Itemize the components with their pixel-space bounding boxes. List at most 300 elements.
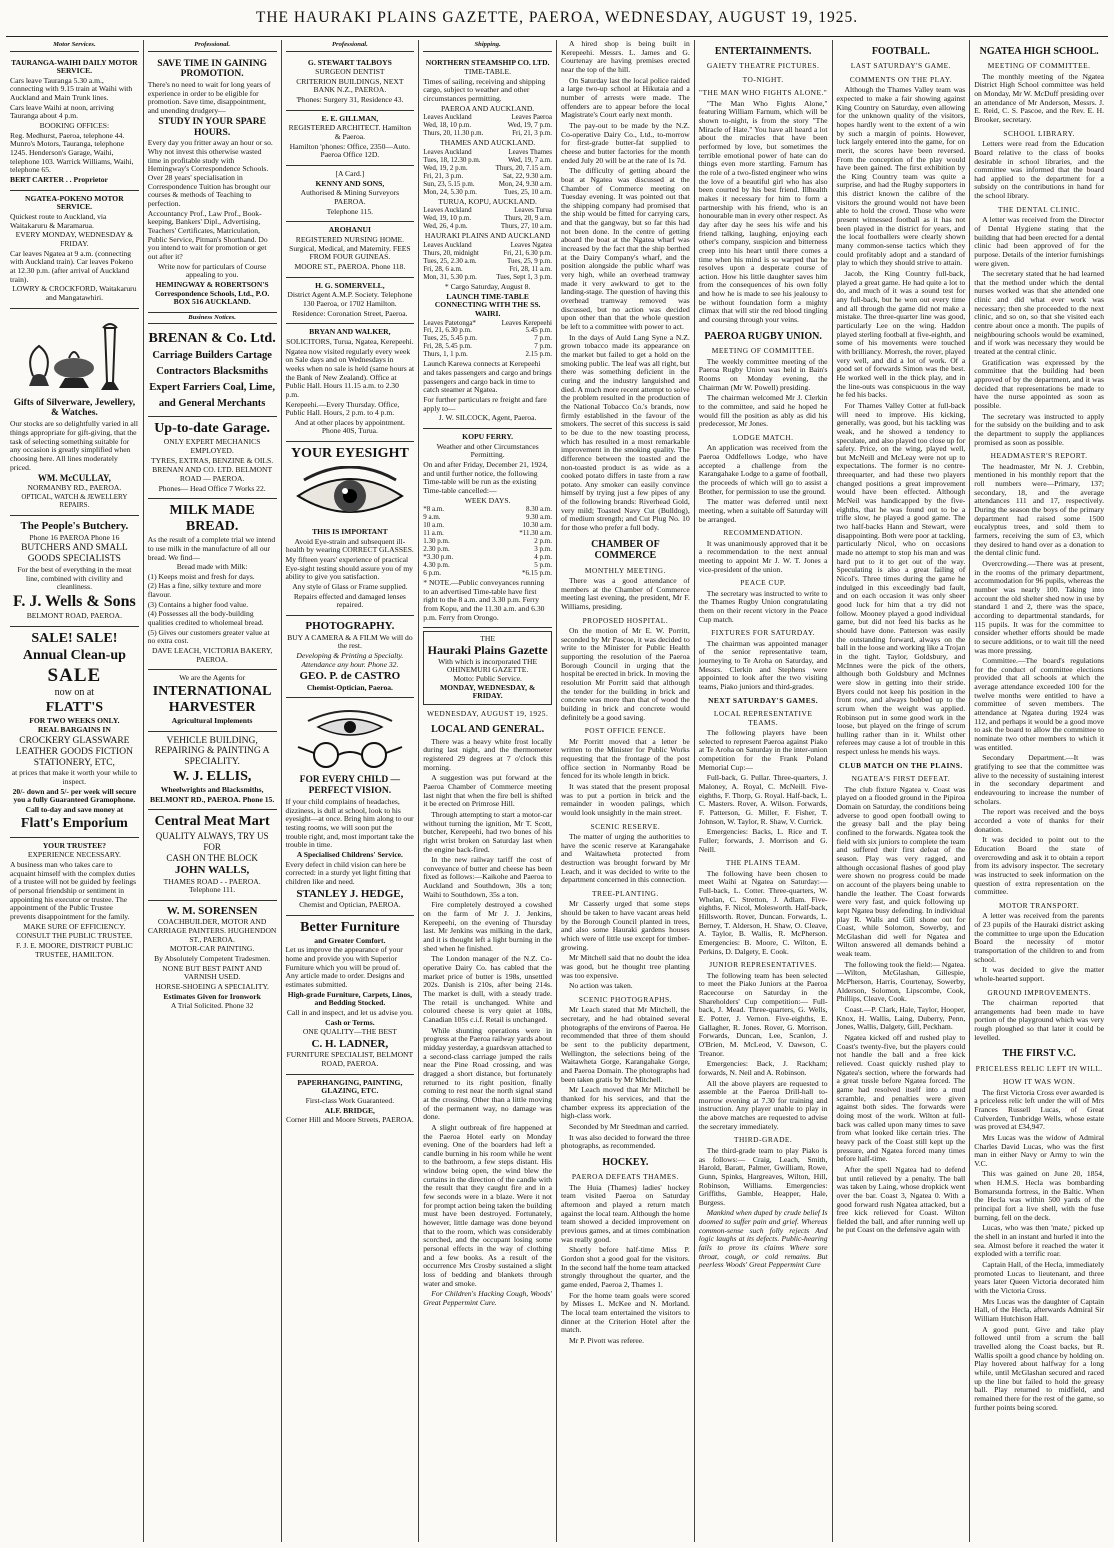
paragraph: The first Victoria Cross ever awarded is a priceless relic left under the will of Mrs Frances Russell Lucas, of Great Culverden, Tunbridge Wells, whose estate was proved at £34,947. [974, 1087, 1104, 1132]
paragraph: Mrs Lucas was the daughter of Captain Hall, of the Hecla, afterwards Admiral Sir William Hutchison Hall. [974, 1296, 1104, 1323]
timetable-turua-kopu [423, 207, 552, 231]
timetable-cell: Fri, 21, 3 p.m. [512, 129, 552, 138]
paragraph: It was decided to point out to the Education Board the state of overcrowding and ask it to obtain a report from its advisory inspector. The secretary was instructed to seek information on the question of extra representation on the committee. [974, 835, 1104, 897]
paragraph: Mr Leach stated that Mr Mitchell, the secretary, and he had obtained several photographs of the environs of Paeroa. He recommended that three of them should be sent to the publicity department, Wellington, the selections being of the Waitawheta Gorge, Karangahake Gorge, and Paeroa Domain. The photographs had been taken gratis by Mr Mitchell. [561, 1005, 690, 1084]
timetable-cell: Thurs, 20, 9 a.m. [504, 214, 552, 223]
section-subheading: MOTOR TRANSPORT. [999, 900, 1080, 910]
timetable-cell: 2.15 p.m. [525, 350, 552, 359]
ad-text: By Absolutely Competent Tradesmen. [154, 954, 271, 964]
ad-title: KOPU FERRY. [462, 431, 514, 441]
ad-text: REAL BARGAINS IN [37, 725, 111, 735]
ad-text: * NOTE.—Public conveyances running to an advertised Time-table have first right to the 8 a.m. and 3.30 p.m. Ferry from Kopu, and the 11.30 a.m. and 6.30 p.m. Ferry from Orongo. [423, 577, 545, 622]
timetable-cell: Wed, 19, 7 p.m. [507, 121, 552, 130]
ad-text: THIS IS IMPORTANT [312, 527, 388, 537]
ad-text: BRENAN AND CO. LTD. BELMONT ROAD — PAEROA. [152, 465, 273, 483]
timetable-cell: Fri, 21, 6.30 p.m. [503, 249, 552, 258]
ad-text: Hamilton 'phones: Office, 2350—Auto. Paeroa Office 12D. [289, 141, 411, 160]
timetable-cell: Leaves Auckland [423, 241, 472, 250]
ad-title: C. H. LADNER, [311, 1037, 389, 1050]
ad-text: A business man who takes care to acquaint himself with the complex duties of a trustee will not be guided by feelings of personal friendship or sentiment in appointing his executor or trustee. The appointment of the Public Trustee prevents disappointment for the family. [10, 859, 137, 921]
ad-text: Weather and other Circumstances Permitting. [436, 441, 539, 460]
paragraph: Seconded by Mr Steedman and carried. [569, 1121, 689, 1131]
issue-date: WEDNESDAY, AUGUST 19, 1925. [426, 708, 549, 718]
column-1 [6, 40, 144, 1542]
section-subheading: HEADMASTER'S REPORT. [990, 451, 1088, 461]
paragraph: It was unanimously approved that it be a recommendation to the next annual meeting to appoint Mr J. W. T. Jones a vice-president of the union. [698, 538, 828, 574]
ad-text: MAKE SURE OF EFFICIENCY. [23, 921, 126, 931]
ad-text: Estimates Given for Ironwork [163, 991, 261, 1001]
timetable-cell: 7 p.m. [534, 334, 552, 343]
ad-text: SOLICITORS, Turua, Ngatea, Kerepeehi. [286, 336, 414, 346]
timetable-cell: Sun, 23, 5.15 p.m. [423, 179, 475, 188]
timetable-cell: Tues, 25, 10 a.m. [503, 187, 552, 196]
timetable-cell: Fri, 28, 11 a.m. [509, 264, 552, 273]
ad-text: HEMINGWAY & ROBERTSON'S Correspondence Schools, Ltd., P.O. BOX 516 AUCKLAND. [154, 279, 270, 307]
article-first-vc [974, 1089, 1104, 1413]
masthead-rule [6, 36, 1108, 37]
ad-talboys-dentist [286, 55, 415, 111]
timetable-cell: 5.45 p.m. [525, 326, 552, 335]
timetable-row [423, 130, 552, 138]
column-4 [419, 40, 557, 1542]
ad-text: NONE BUT BEST PAINT AND VARNISH USED. [162, 963, 262, 982]
timetable-cell: Leaves Thames [508, 148, 552, 157]
ad-text: BUTCHERS AND SMALL GOODS SPECIALISTS [21, 543, 128, 565]
ad-text: REGISTERED ARCHITECT. Hamilton & Paeroa. [288, 123, 412, 142]
ad-text: Cars leave Tauranga 5.30 a.m., connecting with 9.15 train at Waihi with Auckland and Main Trunk lines. [10, 75, 133, 103]
ad-text: FOR TWO WEEKS ONLY. [29, 715, 120, 725]
ad-title: TAURANGA-WAIHI DAILY MOTOR SERVICE. [11, 57, 138, 76]
section-subheading: FIXTURES FOR SATURDAY. [711, 628, 816, 638]
article-heading-rugby-union: PAEROA RUGBY UNION. [704, 330, 822, 342]
ad-text: at prices that make it worth your while to inspect. [11, 768, 137, 787]
paragraph: The headmaster, Mr N. J. Crebbin, mentioned in his monthly report that the roll numbers were—Primary, 137; secondary, 18, and the average attendances 111 and 17, respectively. During the season the boys of the primary department had raised some 1500 eucalyptus trees, and sold them to farmers, receiving the sum of £3, which they desired to hand over as a donation to the dental clinic fund. [974, 461, 1104, 558]
timetable-cell: Fri, 28, 5.45 p.m. [423, 342, 472, 351]
article-subheading: GAIETY THEATRE PICTURES. [706, 61, 820, 71]
article-local-general [423, 738, 552, 1308]
section-subheading: POST OFFICE FENCE. [584, 726, 667, 736]
article-subheading: MONTHLY MEETING. [584, 565, 666, 575]
ad-title: AROHANUI [328, 225, 371, 235]
ad-text: Write now for particulars of Course appealing to you. [157, 261, 267, 280]
paragraph: The secretary was instructed to write to the Thames Rugby Union congratulating them on their recent victory in the Peace Cup match. [698, 588, 828, 624]
paragraph: On Saturday last the local police raided a large two-up school at Hikutaia and a number of arrests were made. The offenders are to appear before the local Magistrate's Court early next month. [561, 75, 690, 120]
timetable-cell: Fri, 21, 6.30 p.m. [423, 326, 472, 335]
ad-kopu-ferry [423, 429, 552, 628]
article-heading-ngatea-high-school: NGATEA HIGH SCHOOL. [979, 46, 1099, 57]
ad-text: 'Phones: Surgery 31, Residence 43. [296, 95, 404, 105]
ad-title: NGATEA-POKENO MOTOR SERVICE. [25, 193, 124, 212]
timetable-paeroa-auckland [423, 114, 552, 138]
paragraph: The chairman reported that arrangements had been made to have portion of the playground which was very rough ploughed so that later it could be levelled. [974, 998, 1104, 1042]
ad-text: We are the Agents for [179, 673, 246, 683]
ad-text: (2) Has a fine, silky texture and more flavour. [147, 581, 262, 600]
paragraph: The following took the field:— Ngatea.—Wilton, McGlashan, Gillespie, McPherson, Harris, Courtenay, Sowerby, Alderson, Solomon, Lipscombe, Cook, Phillips, Cleave, Cook. [836, 959, 966, 1004]
article-heading-hockey: HOCKEY. [602, 1156, 649, 1168]
ad-title: NORTHERN STEAMSHIP CO. LTD. [425, 57, 550, 67]
paragraph: The monthly meeting of the Ngatea District High School committee was held on Monday, Mr W. McDuff presiding over an attendance of Mr Anderson, Messrs. J. E. Reid, C. S. Pascoe, and the Rev. E. H. Brooker, secretary. [974, 71, 1104, 125]
paragraph: Ngatea kicked off and rushed play to Coast's twenty-five, but the players could not handle the ball and a free kick relieved. Coast quickly rushed play to Ngatea's section, where the forwards had a great tussle before Ngatea forced. The game had resolved itself into a mud scramble, and penalties were given against both sides. The forwards were doing most of the work. Wilton at full-back was called upon many times to save from what looked like certain tries. The heavy pack of the Coast still kept up the pressure, and Ngatea forced many times before half-time. [836, 1033, 966, 1164]
ad-text: My fifteen years' experience of practical Eye-sight testing should assure you of my ability to give you satisfaction. [285, 555, 413, 582]
paragraph: Committee.—The board's regulations for the conduct of committee elections provided that all schools at which the average attendance exceeded 100 for the twelve months were entitled to have a committee of seven members. The attendance at Ngatea during 1924 was 112, and perhaps it would be a good move to ask the board to allow the committee to nominate two other members to which it was entitled. [974, 656, 1104, 752]
article-subheading: PAEROA DEFEATS THAMES. [571, 1172, 679, 1182]
ad-text: [A Card.] [335, 169, 365, 179]
ad-title: STUDY IN YOUR SPARE HOURS. [158, 116, 266, 138]
ad-text: NORMANBY RD., PAEROA. [27, 483, 122, 493]
column-8 [970, 40, 1108, 1542]
ad-brenan [148, 327, 277, 417]
ad-text: A Trial Solicited. Phone 32 [170, 1001, 254, 1011]
ad-text: Agricultural Implements [171, 715, 253, 725]
ad-text: SURGEON DENTIST [315, 67, 385, 77]
ad-title: JOHN WALLS, [174, 864, 250, 877]
timetable-cell: 10.30 a.m. [522, 521, 552, 530]
ad-text: Avoid Eye-strain and subsequent ill-health by wearing CORRECT GLASSES. [285, 536, 414, 555]
nameplate-title: Hauraki Plains Gazette [427, 642, 548, 657]
ad-text: LOWRY & CROCKFORD, Waitakaruru and Mangatawhiri. [12, 284, 137, 302]
paragraph: Emergencies: Backs, L. Rice and T. Fuller; forwards, J. Morrison and G. Neill. [698, 827, 828, 854]
ad-title: FOR EVERY CHILD —PERFECT VISION. [299, 775, 401, 797]
ad-text: Ngatea now visited regularly every week on Sale days and on Wednesdays in weeks when no sale is held (same hours at the Bank of New Zealand). Office at Public Hall. Hours 11.15 a.m. to 2.30 p.m. [285, 346, 415, 399]
article-heading-football: FOOTBALL. [871, 46, 930, 57]
paragraph: There was a heavy white frost locally during last night, and the thermometer registered 29 degrees at 7 o'clock this morning. [423, 736, 552, 772]
route-heading: HAURAKI PLAINS AND AUCKLAND [424, 231, 551, 241]
ad-text: Accountancy Prof., Law Prof., Book-keeping, Bankers' Dipl., Advertising, Teachers' Certificates, Matriculation, Public Service, Pitman's Shorthand. Do you intend to wait for promotion or get out after it? [147, 208, 268, 261]
paragraph: A letter was received from the parents of 23 pupils of the Hauraki district asking the committee to urge upon the Education Board the necessity of motor transportation of the children to and from school. [974, 911, 1104, 964]
ad-text: For the best of everything in the meat line, combined with civility and cleanliness. [17, 564, 132, 592]
paragraph: Secondary Department.—It was gratifying to see that the committee was alive to the necessity of sustaining interest in the secondary department and endeavouring to increase the number of scholars. [974, 753, 1104, 806]
timetable-cell: Wed, 19, 2 p.m. [423, 163, 468, 172]
page-columns [6, 40, 1108, 1542]
ad-peoples-butchery [10, 516, 139, 627]
ad-text: Chemist and Optician, PAEROA. [299, 900, 401, 910]
timetable-row [423, 189, 552, 197]
ad-text: THAMES ROAD - - PAEROA. Telephone 111. [163, 876, 261, 895]
ad-title: YOUR EYESIGHT [290, 446, 409, 462]
article-entertainments [699, 100, 828, 325]
ad-text: Chemist-Optician, Paeroa. [306, 682, 393, 692]
section-subheading: GROUND IMPROVEMENTS. [987, 987, 1091, 997]
section-subheading: JUNIOR REPRESENTATIVES. [709, 960, 818, 970]
timetable-cell: Tues, 25, 2.30 a.m. [423, 256, 477, 265]
timetable-cell: Leaves Auckland [423, 206, 472, 215]
ad-text: BELMONT RD., PAEROA. Phone 15. [150, 794, 275, 804]
ad-text: COACHBUILDER, MOTOR AND CARRIAGE PAINTERS. HUGHENDON ST., PAEROA. [147, 917, 277, 944]
paragraph: While shunting operations were in progress at the Paeroa railway yards about midday yesterday, a guardsvan attached to a second-class carriage jumped the rails near the Pine Road crossing, and was dragged a short distance, but fortunately returned to its right position, finally coming to rest near the north signal stand at the crossing. Other than a little moving of the permanent way, no damage was done. [423, 1025, 552, 1122]
timetable-ferry [423, 506, 552, 578]
ad-text: Corner Hill and Moore Streets, PAEROA. [286, 1115, 414, 1125]
paragraph: For the home team goals were scored by Misses L. McKee and N. Morland. The local team entertained the visitors to dinner at the Criterion Hotel after the match. [561, 1290, 690, 1335]
paragraph: The difficulty of getting aboard the boat at Ngatea was discussed at the Chamber of Commerce meeting on Tuesday evening. It was pointed out that the shipping company had promised that the ship would be fitted for carrying cars, and that the gangway, but so far this had not been done. In the centre of getting aboard the boat at the Ngatea wharf was increased by the fact that the ship berthed at the Dairy Company's wharf, and the position alongside the public wharf was very high, while an overhead tramway made it very awkward to get to the landing-stage. The question of having this overhead tramway removed was discussed, but no action was decided upon other than that the whole question be left to a committee with power to act. [561, 166, 690, 331]
paragraph: Through attempting to start a motor-car without turning the ignition, Mr T. Scott, butcher, Kerepeehi, had two bones of his right wrist broken on Saturday last when the engine back-fired. [423, 809, 552, 854]
ad-de-castro-photography [286, 616, 415, 698]
ad-text: Telephone 115. [326, 206, 374, 216]
article-club-match [837, 786, 966, 1235]
timetable-cell: *8 a.m. [423, 505, 445, 514]
paragraph: Captain Hall, of the Hecla, immediately promoted Lucas to lieutenant, and three years later Queen Victoria decorated him with the Victoria Cross. [974, 1260, 1104, 1295]
ad-ladner-furniture [286, 916, 415, 1075]
ad-tauranga-waihi-motor [10, 55, 139, 191]
ad-text: BERT CARTER . . Proprietor [10, 175, 108, 185]
article-football [837, 86, 966, 757]
section-subheading: RECOMMENDATION. [723, 528, 803, 538]
article-subheading: LAST SATURDAY'S GAME. [850, 61, 952, 71]
paragraph: Mr P. Pivott was referee. [569, 1335, 645, 1345]
route-heading: LAUNCH TIME-TABLE CONNECTING WITH THE SS. WAIRI. [434, 291, 541, 318]
paragraph: Jacob, the King Country full-back, played a great game. He had quite a lot to do, and much of it was a sound test for any full-back, but he won out every time and all through the game did not make a mistake. The three-quarter line was good, particularly Lee on the wing. Haddon played sterling football at five-eighth, and some of his movements were touched with brilliancy. Morresh, the rover, played very well, and did a lot of work. Of a good set of forwards Simon was the best. He worked well in the thick play, and in the line-outs was conspicuous in the way he fed his backs. [836, 269, 966, 400]
paragraph: Overcrowding.—There was at present, in the rooms of the primary department, accommodation for 96 pupils, whereas the number was nearly 100. Taking into account the old shelter shed now in use by standard 1 and 2, there was the space, according to departmental standards, for 115 pupils. It was for the committee to consider whether efforts should be made to secure additions, or to wait till the need was more pressing. [974, 558, 1104, 655]
ad-text: 20/- down and 5/- per week will secure you a fully Guaranteed Gramophone. [12, 786, 137, 805]
ad-text: Cash or Terms. [325, 1017, 375, 1027]
ad-eyesight [286, 442, 415, 616]
ad-somervell-amp [286, 278, 415, 325]
ad-text: Reg. Medhurst, Paeroa, telephone 44. Munro's Motors, Tauranga, telephone 1245. Henderson's Garage, Waihi, telephone 103. Warrick Williams, Waihi, telephone 65. [10, 130, 134, 175]
paragraph: The third-grade team to play Piako is as follows:— Craig, Leach, Smith, Harold, Baratt, Palmer, Gwilliam, Rowe, Gunn, Spinks, Hargreaves, Wilton, Hill, Robinson, Williams. Emergencies: Griffiths, Gamble, Heapper, Hale, Burgess. [698, 1145, 828, 1207]
ad-title: Flatt's Emporium [20, 815, 128, 831]
ad-hedge-optician [286, 698, 415, 915]
ad-text: Quickest route to Auckland, via Waitakaruru & Maramarua. [10, 212, 107, 230]
timetable-cell: Thurs, 20, midnight [423, 249, 479, 258]
ad-text: As the result of a complete trial we intend to use milk in the manufacture of all our bread. We find— [147, 535, 276, 562]
ad-title: PHOTOGRAPHY. [305, 620, 395, 632]
paragraph: The matter was deferred until next meeting, when a suitable off Saturday will be arranged. [698, 497, 828, 524]
ad-text: Carriage Builders Cartage Contractors Blacksmiths Expert Farriers Coal, Lime, and General Merchants [149, 350, 275, 409]
paragraph: The secretary stated that he had learned that the method under which the dental nurses worked was that she attended one clinic and did what ever work was necessary; then she proceeded to the next clinic, and so on, so that she visited each centre about once a month. The pupils of neighbouring schools would be examined, and if work was necessary they would be treated at the central clinic. [974, 269, 1104, 357]
ad-title: FLATT'S [45, 699, 104, 715]
column-3 [282, 40, 420, 1542]
ad-text: Authorised & Mining Surveyors PAEROA. [300, 188, 400, 207]
ad-title: Annual Clean-up [22, 647, 126, 663]
ad-text: Any style of Glass or Frame supplied. [292, 582, 408, 592]
paragraph: Fire completely destroyed a cowshed on the farm of Mr J. J. Jenkins, Kerepeehi, on the evening of Thursday last. Mr Jenkins was milking in the dark, and it is thought left a light burning in the shed when he finished. [423, 900, 552, 953]
timetable-cell: 3 p.m. [534, 545, 552, 554]
paragraph: A slight outbreak of fire happened at the Paeroa Hotel early on Monday evening. One of the boarders had left a candle burning in his room while he went to the bathroom, a few steps distant. His window being open, the wind blew the curtains in the direction of the candle with the result that they caught fire and in a few seconds were in a blaze. Were it not for prompt action being taken the building must have been destroyed. Fortunately, however, little damage was done beyond that to the room, which was considerably scorched, and the occupant losing some personal effects in the way of clothing and a few books. As a result of the occurrence Mrs Crosby sustained a slight loss of bedding and blankets through water and smoke. [423, 1122, 552, 1288]
ad-text: There's no need to wait for long years of experience in order to be eligible for promotion. Save time, disappointment, and unending drudgery— [147, 80, 271, 116]
paragraph: Mr Mitchell said that no doubt the idea was good, but he thought tree planting was too expensive. [561, 953, 690, 980]
timetable-cell: Leaves Ngatea [510, 241, 552, 250]
ad-text: On and after Friday, December 21, 1924, and until further notice, the following Time-table will be run as the existing Time-table cancelled:— [423, 459, 548, 495]
spectacles-illustration [294, 705, 406, 771]
article-subheading: NGATEA'S FIRST DEFEAT. [851, 774, 951, 784]
timetable-cell: Sat, 22, 9.30 a.m. [503, 171, 552, 180]
paragraph: The following players have been selected to represent Paeroa against Piako at Te Aroha on Saturday in the inter-union competition for the Frank Poland Memorial Cup:— [698, 728, 828, 772]
ad-title: G. STEWART TALBOYS [307, 57, 392, 67]
ad-title: STANLEY J. HEDGE, [296, 887, 404, 900]
timetable-cell: Tues, Sept 1, 3 p.m. [496, 272, 552, 281]
timetable-cell: 4.30 p.m. [423, 560, 450, 569]
section-heading-motor: Motor Services. [10, 40, 139, 52]
timetable-cell: 9.30 a.m. [525, 513, 552, 522]
timetable-cell: 6 p.m. [423, 568, 441, 577]
ad-title: KENNY AND SONS, [315, 178, 385, 188]
ad-text: VEHICLE BUILDING, REPAIRING & PAINTING A SPECIALITY. [154, 735, 270, 768]
ad-text: High-grade Furniture, Carpets, Linos, and Bedding Stocked. [287, 989, 413, 1008]
timetable-cell: *6.15 p.m. [522, 568, 552, 577]
ad-central-meat-mart [148, 810, 277, 901]
article-local-general-continued [561, 40, 690, 533]
ad-text: Call in and inspect, and let us advise you. [286, 1007, 413, 1017]
ad-title: SAVE TIME IN GAINING PROMOTION. [157, 58, 267, 80]
ad-flatts-sale [10, 627, 139, 838]
timetable-cell: 8.30 a.m. [525, 505, 552, 514]
ad-hemingway-schools [148, 55, 277, 313]
paragraph: A letter was received from the Director of Dental Hygiene stating that the building that had been erected for a dental clinic had been approved of for the purpose. Details of the interior furnishings were given. [974, 215, 1104, 268]
paragraph: The pay-out to be made by the N.Z. Co-operative Dairy Co., Ltd., to-morrow for first-grade butter-fat supplied to cheese and butter factories for the month ended July 20 will be at the rate of 1s 7d. [561, 120, 690, 165]
section-subheading: SCENIC PHOTOGRAPHS. [578, 994, 672, 1004]
section-heading-professional: Professional. [148, 40, 277, 52]
paragraph: In the days of Auld Lang Syne a N.Z. grown tobacco made its appearance on the market but failed to get a hold on the smoking public. The leaf was all right, but there was something deficient in the curing and the industry languished and died. A much more recent attempt to solve the problem resulted in the production of the National Tobacco Co.'s brands, now firmly established in the favour of the smokers. The secret of this success is said to be due to the new toasting process, which has resulted in a most remarkable improvement in the smoking quality. The difference between the toasted and the non-toasted product is as wide as a cooked potato differs in taste from a raw potato. Any smoker can easily convince himself by trying just a few pipes of any of the following brands: Riverhead Gold, very mild; Toasted Navy Cut (Bulldog), of medium strength; and Cut Plug No. 10 for those who prefer a full body. [561, 332, 690, 533]
column-5 [557, 40, 695, 1542]
ad-text: Phone 16 PAEROA Phone 16 [29, 532, 120, 542]
timetable-cell: Mon, 31, 5.30 p.m. [423, 272, 477, 281]
paragraph: Coast.—P. Clark, Hale, Taylor, Hooper, Knox, H. Wallis, Laing, Duberry, Penn, Jones, Wallis, Dalgety, Gill, Peckham. [836, 1005, 966, 1032]
paragraph: Mrs Lucas was the widow of Admiral Charles David Lucas, who was the first man in either Navy or Army to win the V.C. [974, 1132, 1104, 1168]
article-subheading: MEETING OF COMMITTEE. [987, 61, 1091, 71]
ad-text: ONE QUALITY—THE BEST [302, 1027, 397, 1037]
ad-text: WM. McCULLAY, [37, 473, 111, 484]
timetable-cell: 9 a.m. [423, 513, 441, 522]
ad-text: BOOKING OFFICES: [39, 121, 110, 131]
paragraph: Mankind when duped by crude belief Is doomed to suffer pain and grief. Whereas common-sense such folly rejects And logic laughs at its defects. Public-hearing fails to prove its claims Where sore throat, cough, or cold remains. But peerless Woods' Great Peppermint Cure [698, 1208, 828, 1270]
ad-text: FURNITURE SPECIALIST, BELMONT ROAD, PAEROA. [286, 1050, 414, 1069]
timetable-cell: *3.30 p.m. [423, 553, 454, 562]
ad-text: Wheelwrights and Blacksmiths, [160, 785, 264, 795]
timetable-row [423, 351, 552, 359]
article-subheading: COMMENTS ON THE PLAY. [849, 74, 953, 84]
nameplate-days: MONDAY, WEDNESDAY, & FRIDAY. [439, 682, 536, 701]
ad-text: QUALITY ALWAYS, TRY US FOR [155, 831, 269, 852]
ad-text: And at other places by appointment. Phone 40S, Turua. [294, 417, 405, 436]
paragraph: The chairman was appointed manager of the senior representative team, journeying to Te Aroha on Saturday, and Messrs. Clerkin and Stephens were appointed to look after the two visiting teams, Piako juniors and third-grades. [698, 638, 828, 692]
paragraph: A hired shop is being built in Kerepeehi. Messrs. L. James and G. Courtenay are having premises erected near the top of the hill. [561, 40, 690, 74]
timetable-cell: Thurs, 1, 1 p.m. [423, 350, 468, 359]
ad-text: BUY A CAMERA & A FILM We will do the rest. [287, 632, 413, 651]
timetable-cell: Fri, 21, 3 p.m. [423, 171, 464, 180]
section-subheading: THE DENTAL CLINIC. [998, 204, 1081, 214]
ad-text: EXPERIENCE NECESSARY. [27, 850, 121, 860]
paragraph: The following have been chosen to meet Waihi at Ngatea on Saturday:— Full-back, L. Cotter. Three-quarters, W. Whelan, C. Stretton, J. Adlam. Five-eighths, F. Nicol, Molesworth. Half-back, Hillsworth. Rover, Duncan. Forwards, L. Berney, T. Alderson, H. Shaw, O. Cleave, A. Taylor, B. Wallis, R. McPherson. Emergencies: B. Moore, C. Wilton, E. Perkins, D. Dalgety, E. Cook. [698, 868, 828, 956]
ad-text: EVERY MONDAY, WEDNESDAY & FRIDAY. [15, 230, 134, 248]
ad-kenny-surveyors [286, 166, 415, 222]
timetable-cell: Leaves Paeroa [511, 113, 552, 122]
paragraph: Emergencies: Back, J. Rackham; forwards, N. Neil and A. Robinson. [698, 1059, 828, 1077]
article-heading-first-vc: THE FIRST V.C. [1002, 1048, 1076, 1060]
ad-title: SALE [47, 664, 102, 686]
paragraph: The report was received and the boys accorded a vote of thanks for their donation. [974, 807, 1104, 834]
ad-text: Phones— Head Office 7 Works 22. [158, 483, 266, 493]
ad-text: Residence: Coronation Street, Paeroa. [292, 308, 408, 318]
timetable-hauraki-plains [423, 242, 552, 282]
paragraph: The chairman welcomed Mr J. Clerkin to the committee, and said he hoped he would fill the position as ably as did his predecessor, Mr Jones. [698, 393, 828, 429]
ad-title: Better Furniture [300, 919, 400, 935]
article-subheading: TO-NIGHT. [742, 74, 784, 84]
section-subheading: THE PLAINS TEAM. [725, 858, 801, 868]
route-heading: TURUA, KOPU, AUCKLAND. [438, 196, 537, 206]
ad-text: CONSULT THE PUBLIC TRUSTEE. [16, 931, 133, 941]
ad-text: For further particulars re freight and fare apply to— [423, 394, 547, 413]
ad-mccullay-jeweller [10, 309, 139, 516]
nameplate-incorporated: With which is incorporated THE OHINEMURI GAZETTE. [438, 656, 538, 675]
section-subheading: PROPOSED HOSPITAL. [582, 615, 669, 625]
article-subheading: HOW IT WAS WON. [1003, 1077, 1076, 1087]
section-subheading: TREE-PLANTING. [592, 888, 659, 898]
timetable-cell: Wed, 18, 10 p.m. [423, 121, 472, 130]
paragraph: For Thames Valley Cotter at full-back will need to improve. His kicking, generally, was good, but his tackling was weak, and he showed a tendency to speculate, and also played too close up for safety. Price, on the wing, played well, but McNeill and McLeay were not up to expectations. The former is no centre-threequarter, and had these two players changed positions a great improvement would have been effected. Although McNeil was handicapped by the five-eighths, that he was found out to be a trifle slow, he played a good game. The two half-backs Hann and Stewart, were disappointing. Both were poor at tackling, particularly Nicol, who on occasions made no attempt to stop his man and was hard put to it to get out of the way. Speculating is also a great failing of Nicol's. Three times during the game he indulged in this exceedingly bad fault, and on each occasion it was only sheer good luck for him that a try did not follow. Mooney played a good individual game, but did not feed his backs as he should have done. Patterson was easily the outstanding forward, always on the ball in the loose and working like a Trojan in the tight. Taylor, Goldsbury, and McInnes were the pick of the others, although both Goldsbury and McInnes were slow in getting into their stride. Byers could not keep his position in the front row, and always bobbed up to the scrum when the weight was applied. Robinson put in some good work in the loose, but played on the fringe of scrum hulling rather than in it. Whilst other referees may cause a lot of trouble in this respect unless he mends his ways. [836, 400, 966, 757]
ad-title: W. J. ELLIS, [172, 769, 252, 785]
timetable-cell: 10 a.m. [423, 521, 445, 530]
ad-title: The People's Butchery. [20, 520, 129, 533]
timetable-cell: Thurs, 20, 7.15 a.m. [495, 163, 552, 172]
timetable-cell: Tues, 25, 5.45 p.m. [423, 334, 478, 343]
timetable-cell: Leaves Kerepeehi [501, 318, 552, 327]
paragraph: The London manager of the N.Z. Co-operative Dairy Co. has cabled that the market price of butter is 198s, unsettled 202s. Danish is 210s, after being 214s. The market is dull, with a steady trade. The retail is unchanged. White and coloured cheese is very quiet at 108s, Canadian 105s c.i.f. Retail is unchanged. [423, 954, 552, 1024]
paragraph: In the new railway tariff the cost of conveyance of butter and cheese has been fixed as follows:—Kaikohe and Paeroa to Auckland and Southdown, 30s a ton; Waihi to Southdown, 35s a ton. [423, 855, 552, 899]
column-6 [695, 40, 833, 1542]
paragraph: It was also decided to forward the three photographs, as recommended. [561, 1132, 690, 1151]
article-heading-entertainments: ENTERTAINMENTS. [714, 46, 812, 57]
ad-ngatea-pokeno-motor [10, 191, 139, 309]
ad-bridge-paperhanging [286, 1075, 415, 1130]
ad-text: If your child complains of headaches, dizziness, is dull at school, look to his eyesight—at once. Bring him along to our testing rooms, we will soon put the trouble right, and, most important take the trouble in time. [285, 797, 414, 850]
ad-title: Up-to-date Garage. [154, 421, 271, 437]
ad-milk-bread [148, 499, 277, 670]
ad-text: DAVE LEACH, VICTORIA BAKERY, PAEROA. [151, 646, 273, 664]
ad-title: PAPERHANGING, PAINTING, GLAZING, ETC. [297, 1077, 403, 1096]
ad-text: Call to-day and save money at [25, 805, 124, 815]
ad-text: Bread made with Milk: [176, 562, 248, 572]
ad-text: (1) Keeps moist and fresh for days. [147, 571, 255, 581]
timetable-cell: Leaves Patetonga* [423, 318, 476, 327]
ad-text: Kerepeehi.—Every Thursday. Office, Public Hall. Hours, 2 p.m. to 4 p.m. [285, 399, 400, 418]
paragraph: Gratification was expressed by the committee that the building had been approved of by the department, and it was decided that representations be made to have the nurse appointed as soon as possible. [974, 357, 1104, 411]
ad-text: HORSE-SHOEING A SPECIALITY. [155, 982, 269, 992]
ad-text: Every day you fritter away an hour or so. Why not invest this otherwise wasted time in profitable study with Hemingway's Correspondence Schools. Over 28 years' specialisation in Correspondence Tuition has brought our courses & methods of Teaching to perfection. [147, 138, 273, 209]
article-ngatea-high-school [974, 73, 1104, 1042]
nameplate-the: THE [480, 634, 495, 644]
timetable-row [423, 570, 552, 578]
timetable-row [423, 274, 552, 282]
article-heading-local-general: LOCAL AND GENERAL. [431, 724, 545, 736]
section-subheading: LODGE MATCH. [732, 432, 794, 442]
paragraph: The Huia (Thames) ladies' hockey team visited Paeroa on Saturday afternoon and played a return match against the local team. Although the home team showed a decided improvement on previous games, and at times combination was really good. [561, 1182, 690, 1244]
paragraph: A good punt. Give and take play followed until from a scrum the ball travelled along the Coast backs, but R. Wallis spoilt a good chance by holding on. Play hovered about halfway for a long while, until McGlashan secured and raced up the line but failed to hold the greasy ball. Play returned to midfield, and remained there for the rest of the game, so further points being scored. [974, 1324, 1104, 1412]
ad-northern-steamship [423, 55, 552, 429]
paragraph: A suggestion was put forward at the Paeroa Chamber of Commerce meeting last night that when the fire bell is shifted it be erected on Primrose Hill. [423, 773, 552, 809]
paragraph: No action was taken. [569, 981, 633, 991]
ad-text: CROCKERY GLASSWARE LEATHER GOODS FICTION STATIONERY, ETC, [15, 735, 133, 768]
article-rugby-union [699, 358, 828, 692]
ad-text: Car leaves Ngatea at 9 a.m. (connecting with Auckland train). Car leaves Pokeno at 12.30 p.m. (after arrival of Auckland train). [10, 248, 134, 284]
ad-arohanui-nursing [286, 222, 415, 277]
ad-sorensen [148, 901, 277, 1016]
timetable-cell: Tues, 25, 9 p.m. [506, 256, 552, 265]
timetable-cell: Leaves Auckland [423, 148, 472, 157]
ad-title: F. J. Wells & Sons [13, 592, 136, 610]
ad-title: ALF. BRIDGE, [324, 1105, 375, 1115]
ad-title: MILK MADE BREAD. [169, 503, 255, 535]
ad-text: and Greater Comfort. [314, 935, 386, 945]
timetable-cell: Wed, 26, 4 p.m. [423, 222, 468, 231]
article-heading-club-match: CLUB MATCH ON THE PLAINS. [839, 760, 963, 770]
ad-gillman-architect [286, 111, 415, 166]
timetable-cell: Leaves Turua [514, 206, 552, 215]
ad-text: * Cargo Saturday, August 8. [444, 281, 531, 291]
ad-title: H. G. SOMERVELL, [315, 280, 385, 290]
section-subheading: SCHOOL LIBRARY. [1003, 128, 1075, 138]
paragraph: Mr Casserly urged that some steps should be taken to have vacant areas held by the Borough Council planted in trees, and also some Hauraki gardens houses which were of little use except for timber-growing. [561, 899, 690, 952]
column-7 [833, 40, 971, 1542]
timetable-cell: *11.30 a.m. [519, 529, 552, 538]
